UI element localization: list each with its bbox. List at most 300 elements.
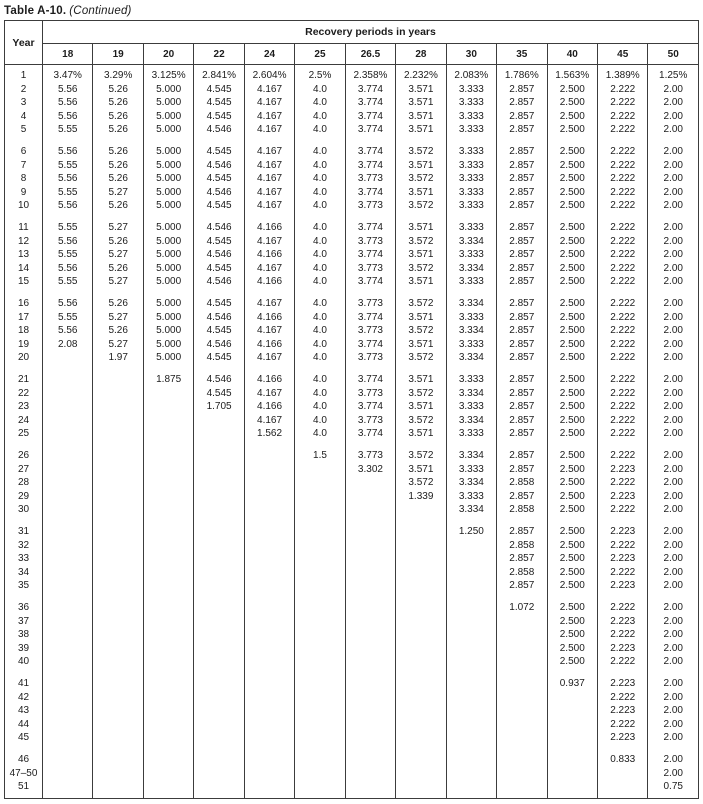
rate-cell: 2.500 [547, 476, 597, 490]
rate-cell: 2.500 [547, 262, 597, 276]
rate-cell: 0.75 [648, 780, 699, 794]
rate-cell [396, 753, 446, 767]
rate-cell [93, 400, 143, 414]
table-row-year-32 [5, 539, 699, 553]
rate-cell [93, 691, 143, 705]
rate-cell [93, 449, 143, 463]
year-cell: 13 [5, 248, 43, 262]
spacer-cell [345, 365, 395, 374]
rate-cell: 3.333 [446, 427, 496, 441]
rate-cell: 5.000 [143, 338, 193, 352]
rate-cell [43, 476, 93, 490]
rate-cell: 4.167 [244, 110, 294, 124]
rate-cell: 3.571 [396, 275, 446, 289]
rate-cell [143, 615, 193, 629]
rate-cell: 3.774 [345, 427, 395, 441]
spacer-cell [648, 794, 699, 799]
spacer-cell [93, 365, 143, 374]
year-cell: 8 [5, 172, 43, 186]
rate-cell: 1.25% [648, 69, 699, 83]
rate-cell [43, 691, 93, 705]
table-row-year-39 [5, 642, 699, 656]
rate-cell [345, 615, 395, 629]
spacer-cell [497, 669, 547, 678]
rate-cell: 3.774 [345, 248, 395, 262]
rate-cell [43, 400, 93, 414]
rate-cell: 2.500 [547, 655, 597, 669]
rate-cell [194, 414, 244, 428]
spacer-cell [143, 669, 193, 678]
rate-cell [497, 615, 547, 629]
rate-cell [194, 463, 244, 477]
rate-cell: 2.223 [597, 579, 647, 593]
rate-cell [295, 731, 345, 745]
rate-cell: 2.223 [597, 552, 647, 566]
rate-cell: 3.572 [396, 145, 446, 159]
rate-cell: 3.773 [345, 262, 395, 276]
spacer-cell [295, 794, 345, 799]
rate-cell: 3.571 [396, 83, 446, 97]
table-row-year-24 [5, 414, 699, 428]
rate-cell [244, 655, 294, 669]
table-row-year-16 [5, 297, 699, 311]
year-cell: 5 [5, 123, 43, 137]
rate-cell [93, 655, 143, 669]
spacer-cell [446, 593, 496, 602]
rate-cell: 4.167 [244, 351, 294, 365]
rate-cell [143, 400, 193, 414]
spacer-cell [547, 289, 597, 298]
spacer-cell [143, 289, 193, 298]
rate-cell: 2.222 [597, 262, 647, 276]
rate-cell: 4.546 [194, 123, 244, 137]
rate-cell [244, 615, 294, 629]
rate-cell [43, 767, 93, 781]
rate-cell [345, 767, 395, 781]
rate-cell: 4.167 [244, 159, 294, 173]
rate-cell [345, 753, 395, 767]
table-row-year-15 [5, 275, 699, 289]
rate-cell: 5.56 [43, 235, 93, 249]
rate-cell [93, 539, 143, 553]
rate-cell: 3.333 [446, 463, 496, 477]
rate-cell: 5.000 [143, 159, 193, 173]
rate-cell: 3.333 [446, 83, 496, 97]
spacer-cell [5, 745, 43, 754]
rate-cell [396, 642, 446, 656]
rate-cell: 2.00 [648, 427, 699, 441]
rate-cell [295, 579, 345, 593]
rate-cell: 3.333 [446, 110, 496, 124]
rate-cell [143, 579, 193, 593]
rate-cell [295, 476, 345, 490]
rate-cell: 2.222 [597, 539, 647, 553]
rate-cell: 3.572 [396, 235, 446, 249]
rate-cell: 2.857 [497, 490, 547, 504]
spacer-cell [497, 137, 547, 146]
rate-cell: 4.545 [194, 235, 244, 249]
rate-cell: 5.56 [43, 145, 93, 159]
rate-cell: 2.00 [648, 400, 699, 414]
rate-cell: 4.546 [194, 221, 244, 235]
rate-cell [295, 503, 345, 517]
rate-cell [143, 601, 193, 615]
rate-cell [295, 566, 345, 580]
rate-cell [43, 579, 93, 593]
rate-cell: 2.857 [497, 172, 547, 186]
spacer-cell [648, 745, 699, 754]
rate-cell: 2.500 [547, 275, 597, 289]
rate-cell: 2.00 [648, 235, 699, 249]
rate-cell [43, 655, 93, 669]
rate-cell [345, 704, 395, 718]
rate-cell [43, 642, 93, 656]
spacer-cell [345, 441, 395, 450]
rate-cell [244, 601, 294, 615]
rate-cell: 4.0 [295, 186, 345, 200]
rate-cell: 3.571 [396, 463, 446, 477]
spacer-cell [446, 669, 496, 678]
rate-cell: 2.857 [497, 400, 547, 414]
rate-cell [244, 691, 294, 705]
rate-cell: 3.571 [396, 311, 446, 325]
spacer-cell [597, 365, 647, 374]
year-cell: 47–50 [5, 767, 43, 781]
rate-cell: 5.56 [43, 262, 93, 276]
rate-cell [497, 704, 547, 718]
rate-cell: 2.857 [497, 297, 547, 311]
spacer-cell [547, 593, 597, 602]
rate-cell [396, 503, 446, 517]
rate-cell [93, 767, 143, 781]
rate-cell: 5.27 [93, 221, 143, 235]
spacer-cell [244, 593, 294, 602]
rate-cell [547, 704, 597, 718]
rate-cell: 4.166 [244, 248, 294, 262]
rate-cell: 4.546 [194, 338, 244, 352]
rate-cell: 2.500 [547, 427, 597, 441]
rate-cell: 4.0 [295, 262, 345, 276]
column-header-40: 40 [547, 44, 597, 65]
table-row-year-9 [5, 186, 699, 200]
rate-cell: 4.545 [194, 324, 244, 338]
rate-cell [93, 476, 143, 490]
rate-cell [497, 767, 547, 781]
rate-cell: 3.774 [345, 159, 395, 173]
spacer-cell [597, 441, 647, 450]
rate-cell [143, 539, 193, 553]
table-row-year-19 [5, 338, 699, 352]
rate-cell: 5.27 [93, 186, 143, 200]
rate-cell: 2.857 [497, 221, 547, 235]
rate-cell: 4.167 [244, 145, 294, 159]
spacer-cell [446, 517, 496, 526]
year-cell: 30 [5, 503, 43, 517]
rate-cell: 2.222 [597, 449, 647, 463]
rate-cell: 3.333 [446, 186, 496, 200]
year-cell: 40 [5, 655, 43, 669]
rate-cell: 2.500 [547, 338, 597, 352]
spacer-cell [93, 745, 143, 754]
spacer-cell [194, 365, 244, 374]
rate-cell [244, 718, 294, 732]
table-row-year-43 [5, 704, 699, 718]
column-header-28: 28 [396, 44, 446, 65]
spacer-cell [244, 137, 294, 146]
rate-cell: 3.333 [446, 159, 496, 173]
rate-cell: 2.222 [597, 373, 647, 387]
rate-cell: 5.27 [93, 248, 143, 262]
rate-cell [446, 615, 496, 629]
year-cell: 38 [5, 628, 43, 642]
rate-cell [194, 780, 244, 794]
rate-cell [396, 691, 446, 705]
year-cell: 10 [5, 199, 43, 213]
rate-cell [43, 490, 93, 504]
rate-cell: 4.0 [295, 96, 345, 110]
year-cell: 19 [5, 338, 43, 352]
column-header-19: 19 [93, 44, 143, 65]
rate-cell [446, 655, 496, 669]
rate-cell [396, 718, 446, 732]
rate-cell: 2.222 [597, 427, 647, 441]
spacer-cell [43, 365, 93, 374]
rate-cell [244, 704, 294, 718]
rate-cell [93, 615, 143, 629]
spacer-cell [446, 365, 496, 374]
rate-cell: 3.774 [345, 275, 395, 289]
rate-cell: 2.00 [648, 275, 699, 289]
table-row-year-31 [5, 525, 699, 539]
rate-cell: 2.222 [597, 159, 647, 173]
rate-cell: 2.08 [43, 338, 93, 352]
rate-cell [396, 615, 446, 629]
rate-cell [244, 767, 294, 781]
depreciation-rate-table [4, 20, 699, 799]
rate-cell: 2.00 [648, 159, 699, 173]
rate-cell [497, 753, 547, 767]
rate-cell: 2.5% [295, 69, 345, 83]
rate-cell: 3.334 [446, 262, 496, 276]
rate-cell: 2.500 [547, 463, 597, 477]
table-row-year-41 [5, 677, 699, 691]
rate-cell [547, 767, 597, 781]
rate-cell [194, 718, 244, 732]
rate-cell: 2.500 [547, 96, 597, 110]
rate-cell [396, 539, 446, 553]
year-cell: 4 [5, 110, 43, 124]
rate-cell [143, 427, 193, 441]
rate-cell [295, 642, 345, 656]
spacer-cell [295, 137, 345, 146]
rate-cell: 2.223 [597, 704, 647, 718]
rate-cell: 3.571 [396, 186, 446, 200]
rate-cell: 2.500 [547, 525, 597, 539]
year-cell: 16 [5, 297, 43, 311]
rate-cell: 4.545 [194, 199, 244, 213]
rate-cell [194, 476, 244, 490]
rate-cell [194, 503, 244, 517]
spacer-cell [93, 213, 143, 222]
rate-cell: 4.0 [295, 172, 345, 186]
rate-cell [244, 780, 294, 794]
rate-cell: 2.857 [497, 338, 547, 352]
rate-cell: 3.334 [446, 235, 496, 249]
rate-cell [295, 601, 345, 615]
rate-cell [396, 628, 446, 642]
rate-cell: 2.00 [648, 96, 699, 110]
table-row-year-26 [5, 449, 699, 463]
spacer-cell [396, 213, 446, 222]
spacer-cell [648, 365, 699, 374]
spacer-cell [43, 213, 93, 222]
rate-cell: 2.00 [648, 172, 699, 186]
spacer-cell [396, 669, 446, 678]
rate-cell: 4.0 [295, 159, 345, 173]
rate-cell: 3.774 [345, 400, 395, 414]
year-cell: 24 [5, 414, 43, 428]
rate-cell [446, 704, 496, 718]
rate-cell: 4.166 [244, 275, 294, 289]
rate-cell: 5.26 [93, 199, 143, 213]
spacer-cell [295, 669, 345, 678]
table-caption [4, 5, 700, 17]
rate-cell: 3.773 [345, 235, 395, 249]
table-row-year-46 [5, 753, 699, 767]
rate-cell: 5.26 [93, 110, 143, 124]
rate-cell: 0.833 [597, 753, 647, 767]
column-header-26.5: 26.5 [345, 44, 395, 65]
rate-cell [194, 704, 244, 718]
rate-cell: 3.773 [345, 351, 395, 365]
spacer-cell [648, 137, 699, 146]
rate-cell: 2.222 [597, 628, 647, 642]
rate-cell [194, 427, 244, 441]
rate-cell: 2.500 [547, 615, 597, 629]
rate-cell [497, 655, 547, 669]
rate-cell: 2.500 [547, 145, 597, 159]
rate-cell: 4.0 [295, 351, 345, 365]
rate-cell: 4.545 [194, 145, 244, 159]
rate-cell: 2.00 [648, 566, 699, 580]
rate-cell: 4.546 [194, 275, 244, 289]
rate-cell [194, 628, 244, 642]
year-cell: 35 [5, 579, 43, 593]
rate-cell: 4.0 [295, 83, 345, 97]
spacer-cell [5, 517, 43, 526]
spacer-cell [244, 441, 294, 450]
spacer-cell [194, 745, 244, 754]
group-separator [5, 289, 699, 298]
rate-cell: 2.857 [497, 199, 547, 213]
spacer-cell [5, 593, 43, 602]
rate-cell [194, 753, 244, 767]
rate-cell [396, 731, 446, 745]
year-cell: 39 [5, 642, 43, 656]
rate-cell: 5.55 [43, 248, 93, 262]
rate-cell: 2.500 [547, 83, 597, 97]
spacer-cell [345, 289, 395, 298]
rate-cell: 3.333 [446, 199, 496, 213]
rate-cell: 2.500 [547, 414, 597, 428]
rate-cell [295, 677, 345, 691]
rate-cell [194, 655, 244, 669]
table-row-year-6 [5, 145, 699, 159]
year-cell: 14 [5, 262, 43, 276]
spacer-cell [497, 289, 547, 298]
rate-cell [244, 731, 294, 745]
spacer-cell [43, 289, 93, 298]
rate-cell [547, 731, 597, 745]
rate-cell: 2.500 [547, 297, 597, 311]
rate-cell: 4.545 [194, 262, 244, 276]
rate-cell: 2.500 [547, 539, 597, 553]
column-header-50: 50 [648, 44, 699, 65]
rate-cell: 3.302 [345, 463, 395, 477]
rate-cell: 4.167 [244, 297, 294, 311]
year-cell: 21 [5, 373, 43, 387]
spacer-cell [143, 137, 193, 146]
rate-cell [93, 566, 143, 580]
spacer-cell [345, 137, 395, 146]
spacer-cell [497, 441, 547, 450]
rate-cell: 2.00 [648, 753, 699, 767]
rate-cell [446, 780, 496, 794]
rate-cell: 2.222 [597, 566, 647, 580]
rate-cell: 2.500 [547, 186, 597, 200]
rate-cell: 2.500 [547, 110, 597, 124]
rate-cell [547, 691, 597, 705]
rate-cell: 5.27 [93, 311, 143, 325]
rate-cell: 5.56 [43, 199, 93, 213]
spacer-cell [143, 213, 193, 222]
rate-cell: 5.000 [143, 123, 193, 137]
table-row-year-44 [5, 718, 699, 732]
rate-cell: 3.773 [345, 199, 395, 213]
spacer-cell [648, 213, 699, 222]
rate-cell [345, 552, 395, 566]
rate-cell: 2.00 [648, 704, 699, 718]
rate-cell: 2.857 [497, 123, 547, 137]
rate-cell: 3.571 [396, 248, 446, 262]
rate-cell [93, 731, 143, 745]
rate-cell: 2.00 [648, 767, 699, 781]
rate-cell: 2.500 [547, 579, 597, 593]
rate-cell: 5.000 [143, 145, 193, 159]
rate-cell [143, 463, 193, 477]
rate-cell: 2.222 [597, 718, 647, 732]
year-cell: 33 [5, 552, 43, 566]
rate-cell: 2.00 [648, 539, 699, 553]
spacer-cell [143, 365, 193, 374]
rate-cell: 3.773 [345, 172, 395, 186]
rate-cell: 2.222 [597, 400, 647, 414]
rate-cell: 3.774 [345, 311, 395, 325]
rate-cell [446, 539, 496, 553]
rate-cell: 4.167 [244, 172, 294, 186]
rate-cell: 1.786% [497, 69, 547, 83]
spacer-cell [143, 745, 193, 754]
spacer-cell [396, 137, 446, 146]
rate-cell: 1.250 [446, 525, 496, 539]
rate-cell [93, 704, 143, 718]
rate-cell: 5.55 [43, 275, 93, 289]
rate-cell [396, 601, 446, 615]
spacer-cell [93, 669, 143, 678]
rate-cell [244, 552, 294, 566]
rate-cell: 5.26 [93, 235, 143, 249]
rate-cell: 3.572 [396, 476, 446, 490]
